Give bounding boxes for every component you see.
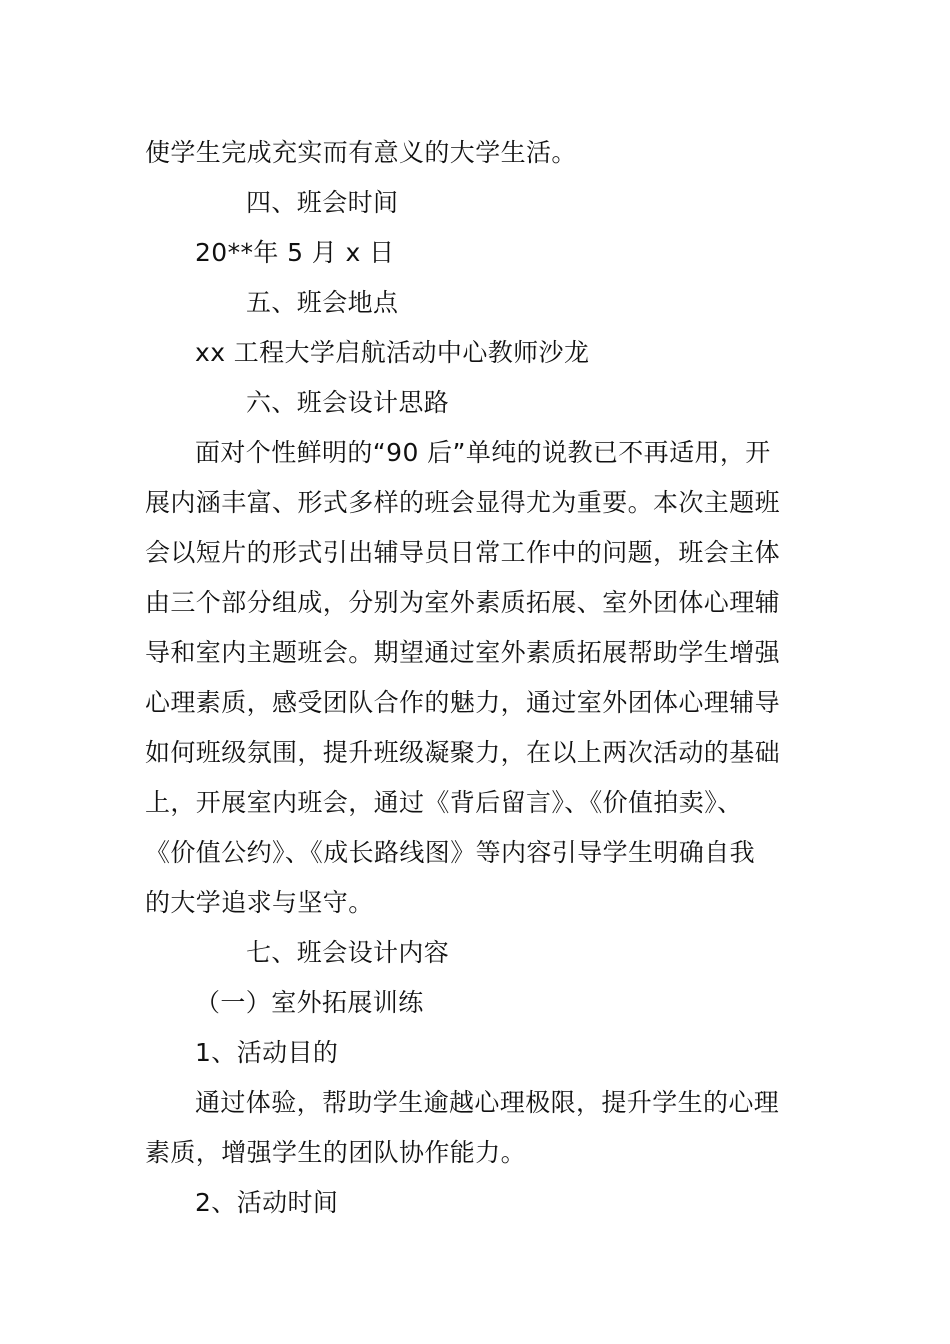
- section-heading-location: 五、班会地点: [246, 288, 399, 317]
- paragraph-line: 的大学追求与坚守。: [145, 888, 374, 917]
- paragraph-line: 面对个性鲜明的“90 后”单纯的说教已不再适用，开: [195, 438, 771, 467]
- item-heading-time: 2、活动时间: [195, 1188, 339, 1217]
- paragraph-line: 上，开展室内班会，通过《背后留言》、《价值拍卖》、: [145, 788, 743, 817]
- paragraph-line: 导和室内主题班会。期望通过室外素质拓展帮助学生增强: [145, 638, 781, 667]
- paragraph-line: 《价值公约》、《成长路线图》等内容引导学生明确自我: [145, 838, 756, 867]
- paragraph-line: 素质，增强学生的团队协作能力。: [145, 1138, 527, 1167]
- paragraph-line: 展内涵丰富、形式多样的班会显得尤为重要。本次主题班: [145, 488, 781, 517]
- meeting-location: xx 工程大学启航活动中心教师沙龙: [195, 338, 590, 367]
- paragraph-line: 会以短片的形式引出辅导员日常工作中的问题，班会主体: [145, 538, 781, 567]
- paragraph-line: 通过体验，帮助学生逾越心理极限，提升学生的心理: [195, 1088, 780, 1117]
- section-heading-design-content: 七、班会设计内容: [246, 938, 450, 967]
- meeting-date: 20**年 5 月 x 日: [195, 238, 395, 267]
- body-text: [145, 128, 807, 1228]
- paragraph-line: 使学生完成充实而有意义的大学生活。: [145, 138, 577, 167]
- paragraph-line: 由三个部分组成，分别为室外素质拓展、室外团体心理辅: [145, 588, 781, 617]
- subsection-heading: （一）室外拓展训练: [195, 988, 424, 1017]
- paragraph-line: 如何班级氛围，提升班级凝聚力，在以上两次活动的基础: [145, 738, 781, 767]
- item-heading-purpose: 1、活动目的: [195, 1038, 339, 1067]
- section-heading-time: 四、班会时间: [246, 188, 399, 217]
- paragraph-line: 心理素质，感受团队合作的魅力，通过室外团体心理辅导: [145, 688, 781, 717]
- section-heading-design-idea: 六、班会设计思路: [246, 388, 450, 417]
